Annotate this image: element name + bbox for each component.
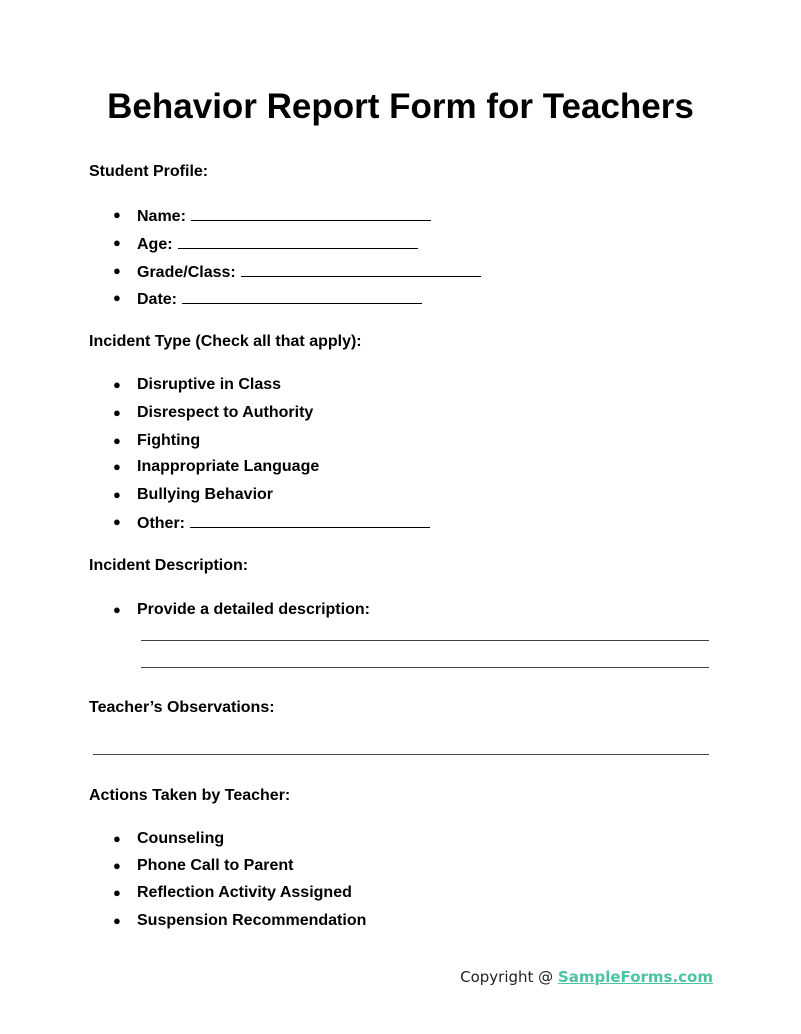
- incident-option[interactable]: [113, 431, 200, 451]
- action-item-label: Reflection Activity Assigned: [137, 884, 352, 901]
- incident-option-other[interactable]: [113, 512, 430, 534]
- bullet-icon: ●: [113, 459, 121, 474]
- teacher-observations-heading: Teacher’s Observations:: [89, 699, 275, 716]
- incident-option[interactable]: [113, 457, 319, 477]
- incident-option[interactable]: [113, 403, 313, 423]
- incident-option-label: Fighting: [137, 432, 201, 449]
- bullet-icon: ●: [113, 913, 121, 928]
- date-input-line[interactable]: [182, 288, 422, 304]
- age-field: [113, 233, 418, 255]
- action-item[interactable]: [113, 911, 366, 931]
- action-item-label: Suspension Recommendation: [137, 912, 367, 929]
- age-input-line[interactable]: [178, 233, 418, 249]
- incident-option[interactable]: [113, 485, 273, 505]
- other-input-line[interactable]: [190, 512, 430, 528]
- description-line[interactable]: [141, 667, 709, 668]
- age-label: Age:: [137, 236, 173, 253]
- name-label: Name:: [137, 208, 186, 225]
- incident-option[interactable]: [113, 375, 281, 395]
- bullet-icon: ●: [113, 514, 121, 529]
- date-field: [113, 288, 422, 310]
- incident-option-label: Bullying Behavior: [137, 486, 274, 503]
- incident-option-label: Inappropriate Language: [137, 458, 320, 475]
- bullet-icon: ●: [113, 433, 121, 448]
- copyright-footer: [460, 967, 713, 987]
- name-field: [113, 205, 431, 227]
- name-input-line[interactable]: [191, 205, 431, 221]
- bullet-icon: ●: [113, 290, 121, 305]
- incident-option-label: Disruptive in Class: [137, 376, 282, 393]
- incident-type-heading: Incident Type (Check all that apply):: [89, 333, 362, 350]
- bullet-icon: ●: [113, 377, 121, 392]
- description-prompt: [113, 600, 370, 620]
- bullet-icon: ●: [113, 858, 121, 873]
- bullet-icon: ●: [113, 885, 121, 900]
- grade-class-field: [113, 261, 481, 283]
- bullet-icon: ●: [113, 235, 121, 250]
- incident-description-heading: Incident Description:: [89, 557, 249, 574]
- incident-option-label: Disrespect to Authority: [137, 404, 314, 421]
- grade-class-input-line[interactable]: [241, 261, 481, 277]
- bullet-icon: ●: [113, 831, 121, 846]
- action-item-label: Phone Call to Parent: [137, 857, 294, 874]
- bullet-icon: ●: [113, 263, 121, 278]
- action-item[interactable]: [113, 883, 352, 903]
- bullet-icon: ●: [113, 405, 121, 420]
- description-line[interactable]: [141, 640, 709, 641]
- copyright-text: Copyright @: [460, 968, 558, 986]
- bullet-icon: ●: [113, 207, 121, 222]
- action-item[interactable]: [113, 856, 293, 876]
- brand-link[interactable]: SampleForms.com: [557, 968, 713, 986]
- student-profile-heading: Student Profile:: [89, 163, 209, 180]
- action-item[interactable]: [113, 829, 224, 849]
- page-title: Behavior Report Form for Teachers: [107, 87, 694, 126]
- bullet-icon: ●: [113, 602, 121, 617]
- bullet-icon: ●: [113, 487, 121, 502]
- grade-class-label: Grade/Class:: [137, 264, 236, 281]
- date-label: Date:: [137, 291, 178, 308]
- incident-option-label: Other:: [137, 515, 185, 532]
- actions-taken-heading: Actions Taken by Teacher:: [89, 787, 291, 804]
- action-item-label: Counseling: [137, 830, 225, 847]
- description-prompt-label: Provide a detailed description:: [137, 601, 370, 618]
- observations-line[interactable]: [93, 754, 709, 755]
